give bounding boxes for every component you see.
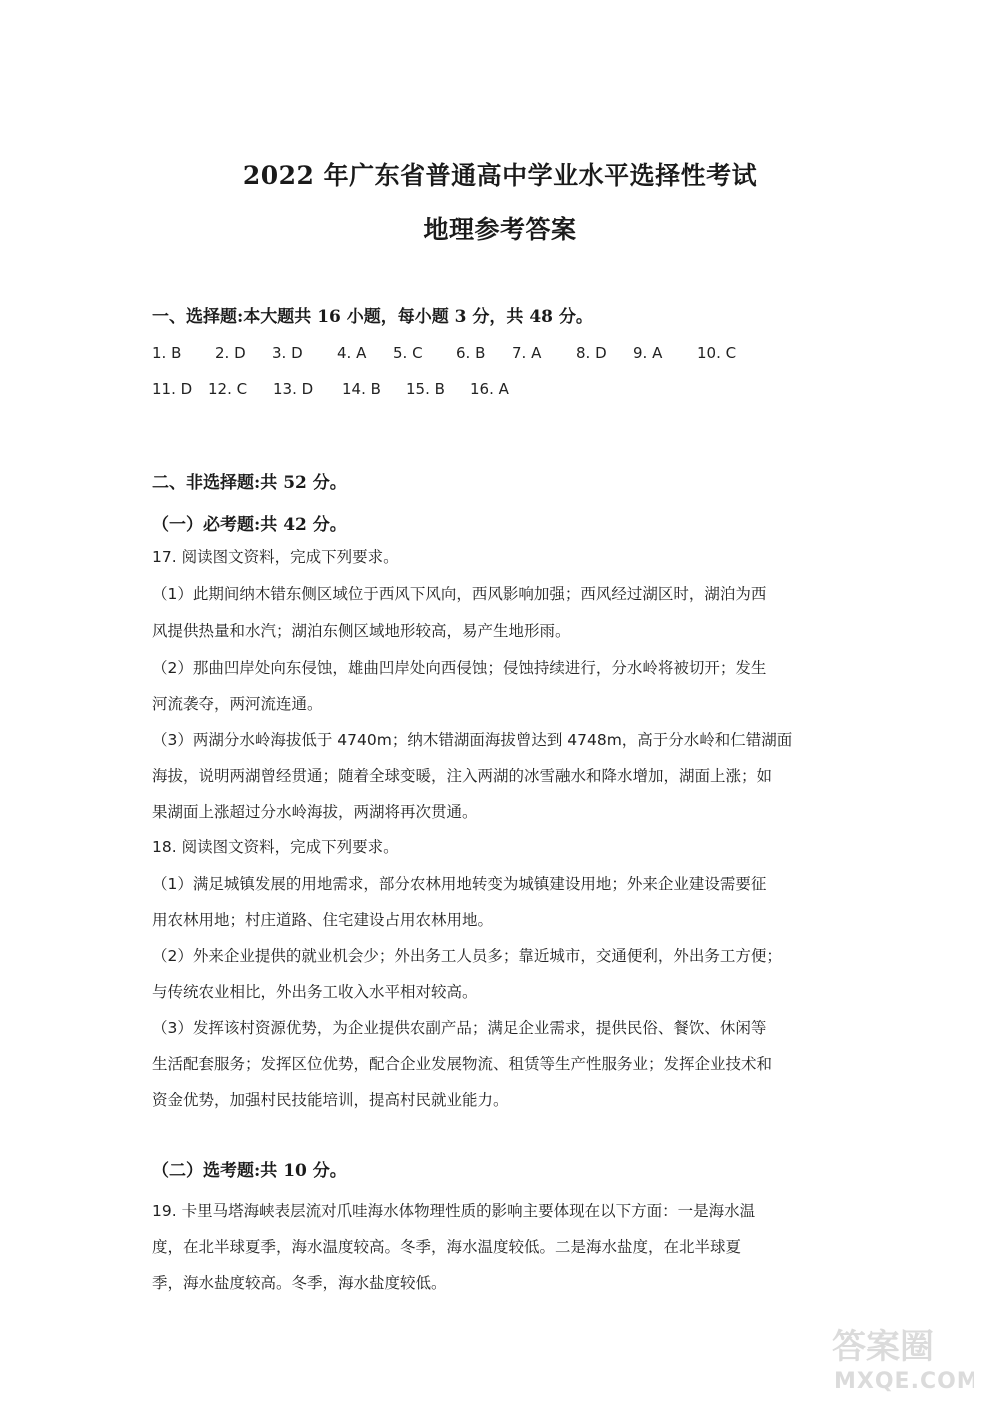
question-17-line: 海拔，说明两湖曾经贯通；随着全球变暖，注入两湖的冰雪融水和降水增加，湖面上涨；如 <box>152 767 773 785</box>
watermark-graphic <box>824 1316 974 1396</box>
answer-item: 16. A <box>470 380 509 398</box>
answer-item: 7. A <box>512 344 542 362</box>
section-heading-nonchoice: 二、非选择题:共 52 分。 <box>152 473 347 493</box>
watermark-text-bottom: MXQE.COM <box>834 1369 974 1394</box>
question-17-line: 果湖面上涨超过分水岭海拔，两湖将再次贯通。 <box>152 803 478 821</box>
answer-item: 8. D <box>576 344 607 362</box>
page-subtitle: 地理参考答案 <box>423 215 577 244</box>
answer-item: 11. D <box>152 380 193 398</box>
answer-item: 1. B <box>152 344 182 362</box>
question-18-line: 与传统农业相比，外出务工收入水平相对较高。 <box>152 983 478 1001</box>
answer-item: 13. D <box>273 380 314 398</box>
answer-item: 10. C <box>697 344 737 362</box>
question-17-line: （2）那曲凹岸处向东侵蚀，雄曲凹岸处向西侵蚀；侵蚀持续进行，分水岭将被切开；发生 <box>152 659 767 677</box>
question-18-line: 用农林用地；村庄道路、住宅建设占用农林用地。 <box>152 911 494 929</box>
watermark-logo <box>824 1316 974 1396</box>
question-17-intro: 17. 阅读图文资料，完成下列要求。 <box>152 548 399 566</box>
question-18-line: （3）发挥该村资源优势，为企业提供农副产品；满足企业需求，提供民俗、餐饮、休闲等 <box>152 1019 767 1037</box>
question-17-line: （3）两湖分水岭海拔低于 4740m；纳木错湖面海拔曾达到 4748m，高于分水岭和仁错湖面 <box>152 731 793 749</box>
question-19-line: 19. 卡里马塔海峡表层流对爪哇海水体物理性质的影响主要体现在以下方面：一是海水温 <box>152 1202 756 1220</box>
answer-item: 14. B <box>342 380 381 398</box>
question-17-line: 风提供热量和水汽；湖泊东侧区域地形较高，易产生地形雨。 <box>152 622 571 640</box>
question-18-line: 资金优势，加强村民技能培训，提高村民就业能力。 <box>152 1091 509 1109</box>
subsection-heading-required: （一）必考题:共 42 分。 <box>152 515 347 535</box>
answer-item: 2. D <box>215 344 246 362</box>
answer-item: 5. C <box>393 344 423 362</box>
subsection-heading-elective: （二）选考题:共 10 分。 <box>152 1161 347 1181</box>
question-17-line: 河流袭夺，两河流连通。 <box>152 695 323 713</box>
answer-item: 3. D <box>272 344 303 362</box>
answer-item: 15. B <box>406 380 445 398</box>
watermark-text-top: 答案圈 <box>832 1327 934 1367</box>
question-19-line: 季，海水盐度较高。冬季，海水盐度较低。 <box>152 1274 447 1292</box>
answer-item: 4. A <box>337 344 367 362</box>
section-heading-choice: 一、选择题:本大题共 16 小题，每小题 3 分，共 48 分。 <box>152 307 593 327</box>
answer-item: 6. B <box>456 344 486 362</box>
answer-item: 9. A <box>633 344 663 362</box>
question-19-line: 度，在北半球夏季，海水温度较高。冬季，海水温度较低。二是海水盐度，在北半球夏 <box>152 1238 742 1256</box>
question-17-line: （1）此期间纳木错东侧区域位于西风下风向，西风影响加强；西风经过湖区时，湖泊为西 <box>152 585 767 603</box>
answer-item: 12. C <box>208 380 248 398</box>
question-18-intro: 18. 阅读图文资料，完成下列要求。 <box>152 838 399 856</box>
question-18-line: 生活配套服务；发挥区位优势，配合企业发展物流、租赁等生产性服务业；发挥企业技术和 <box>152 1055 773 1073</box>
page-title: 2022 年广东省普通高中学业水平选择性考试 <box>242 161 758 190</box>
question-18-line: （1）满足城镇发展的用地需求，部分农林用地转变为城镇建设用地；外来企业建设需要征 <box>152 875 767 893</box>
question-18-line: （2）外来企业提供的就业机会少；外出务工人员多；靠近城市，交通便利，外出务工方便； <box>152 947 782 965</box>
